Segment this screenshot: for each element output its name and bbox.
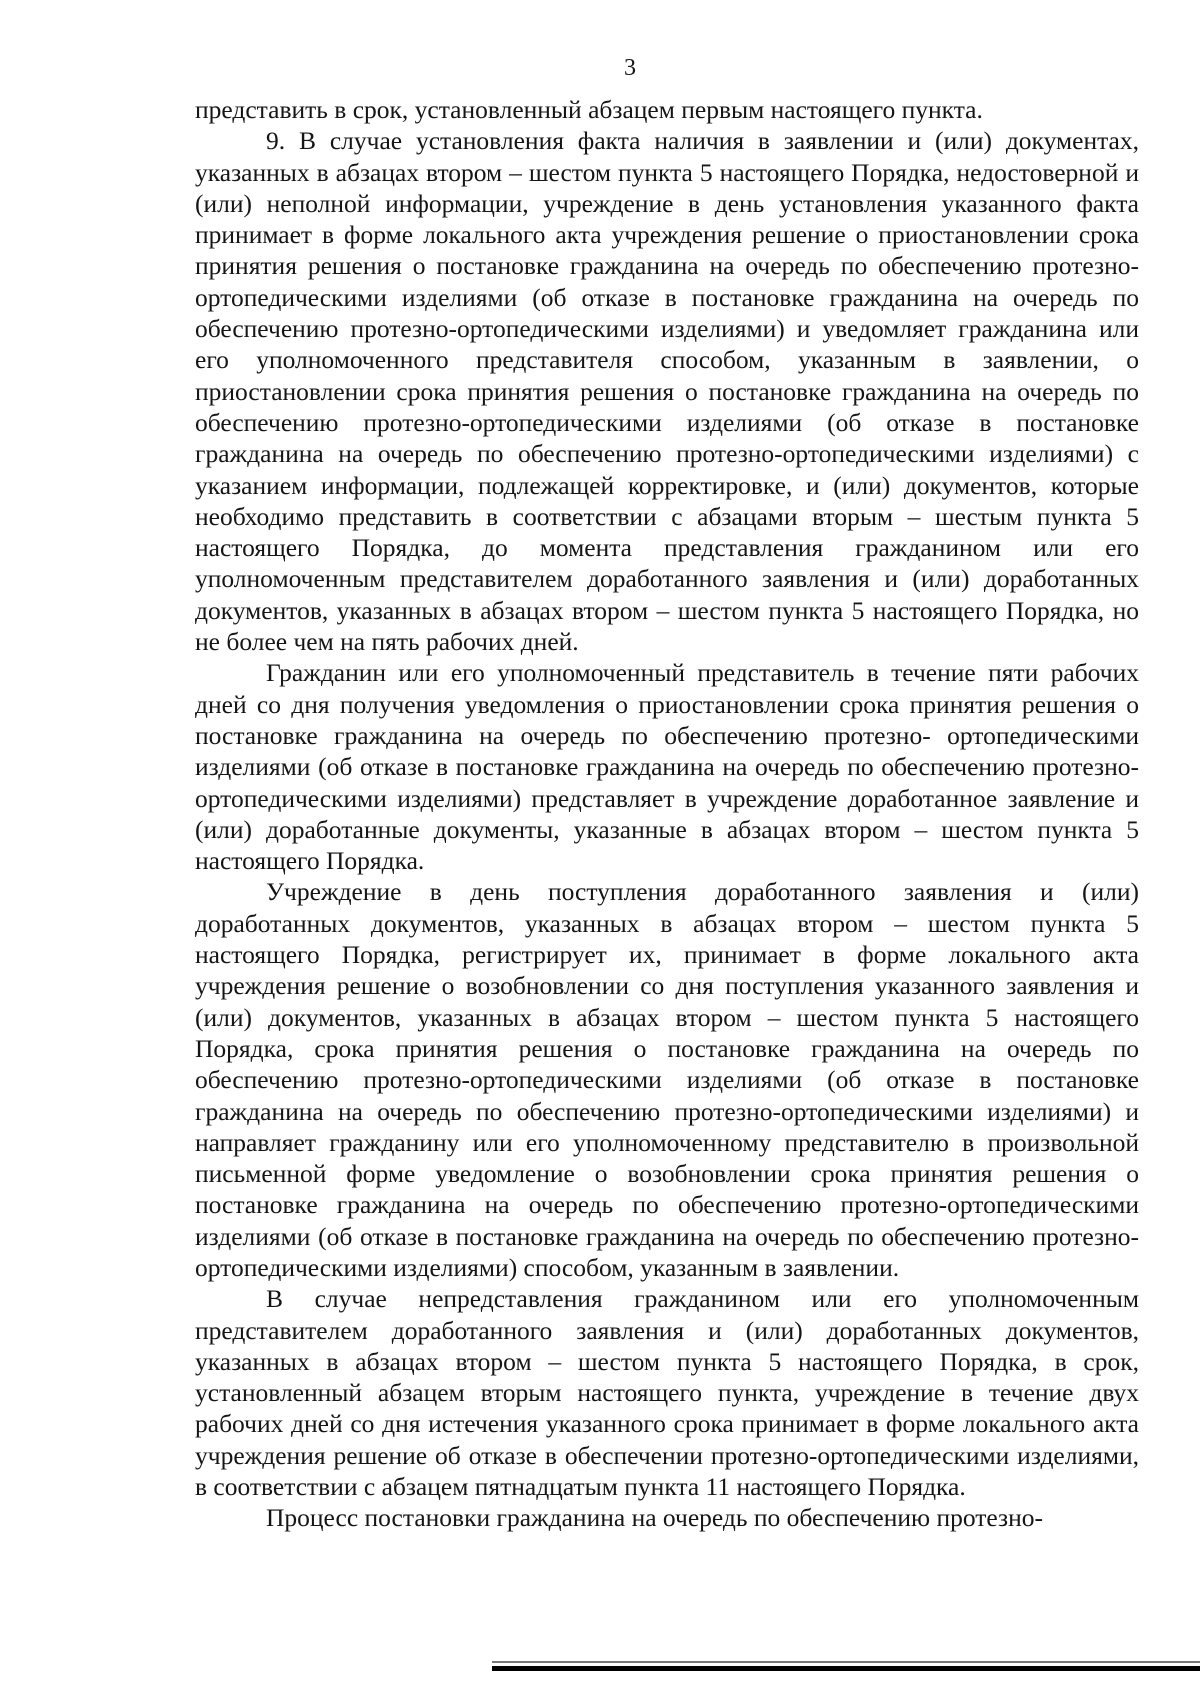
scan-edge-line <box>492 1661 1200 1663</box>
document-body <box>195 94 1139 1534</box>
paragraph-continuation: представить в срок, установленный абзацем первым настоящего пункта. <box>195 95 983 124</box>
paragraph-continued: Процесс постановки гражданина на очередь по обеспечению протезно- <box>266 1503 1044 1533</box>
scan-edge-bar <box>492 1666 1200 1671</box>
paragraph-item-9: 9. В случае установления факта наличия в заявлении и (или) документах, указанных в абзацах втором – шестом пункта 5 настоящего Порядка, недостоверной и (или) неполной информации, учреждение в день установления указанного факта принимает в форме локального акта учреждения решение о приостановлении срока принятия решения о постановке гражданина на очередь по обеспечению протезно-ортопедическими изделиями (об отказе в постановке гражданина на очередь по обеспечению протезно-ортопедическими изделиями) и уведомляет гражданина или его уполномоченного представителя способом, указанным в заявлении, о приостановлении срока принятия решения о постановке гражданина на очередь по обеспечению протезно-ортопедическими изделиями (об отказе в постановке гражданина на очередь по обеспечению протезно-ортопедическими изделиями) с указанием информации, подлежащей корректировке, и (или) документов, которые необходимо представить в соответствии с абзацами вторым – шестым пункта 5 настоящего Порядка, до момента представления гражданином или его уполномоченным представителем доработанного заявления и (или) доработанных документов, указанных в абзацах втором – шестом пункта 5 настоящего Порядка, но не более чем на пять рабочих дней. <box>195 126 1139 657</box>
paragraph: В случае непредставления гражданином или его уполномоченным представителем доработанного заявления и (или) доработанных документов, указанных в абзацах втором – шестом пункта 5 настоящего Порядка, в срок, установленный абзацем вторым настоящего пункта, учреждение в течение двух рабочих дней со дня истечения указанного срока принимает в форме локального акта учреждения решение об отказе в обеспечении протезно-ортопедическими изделиями, в соответствии с абзацем пятнадцатым пункта 11 настоящего Порядка. <box>195 1284 1139 1502</box>
paragraph: Учреждение в день поступления доработанного заявления и (или) доработанных документов, указанных в абзацах втором – шестом пункта 5 настоящего Порядка, регистрирует их, принимает в форме локального акта учреждения решение о возобновлении со дня поступления указанного заявления и (или) документов, указанных в абзацах втором – шестом пункта 5 настоящего Порядка, срока принятия решения о постановке гражданина на очередь по обеспечению протезно-ортопедическими изделиями (об отказе в постановке гражданина на очередь по обеспечению протезно-ортопедическими изделиями) и направляет гражданину или его уполномоченному представителю в произвольной письменной форме уведомление о возобновлении срока принятия решения о постановке гражданина на очередь по обеспечению протезно-ортопедическими изделиями (об отказе в постановке гражданина на очередь по обеспечению протезно-ортопедическими изделиями) способом, указанным в заявлении. <box>195 877 1139 1282</box>
page-number: 3 <box>624 55 636 81</box>
paragraph: Гражданин или его уполномоченный представитель в течение пяти рабочих дней со дня получения уведомления о приостановлении срока принятия решения о постановке гражданина на очередь по обеспечению протезно- ортопедическими изделиями (об отказе в постановке гражданина на очередь по обеспечению протезно-ортопедическими изделиями) представляет в учреждение доработанное заявление и (или) доработанные документы, указанные в абзацах втором – шестом пункта 5 настоящего Порядка. <box>195 658 1139 876</box>
